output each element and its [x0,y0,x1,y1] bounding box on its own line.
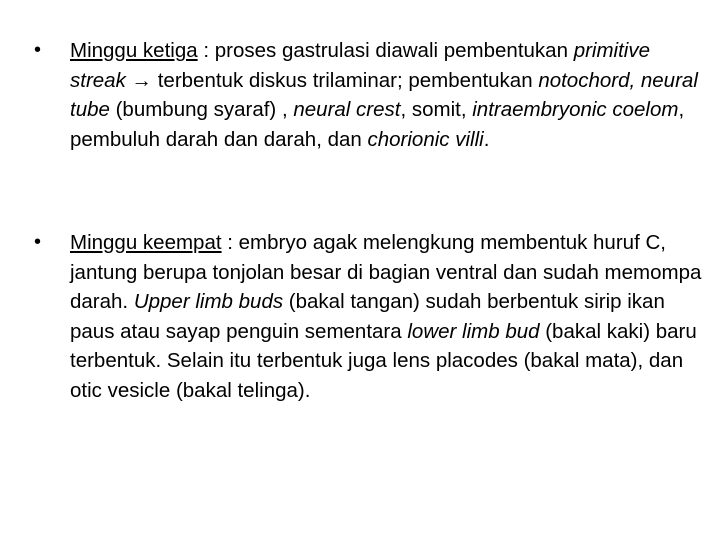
term-italic: lower limb bud [407,319,540,343]
term-italic: Upper limb buds [133,290,284,313]
bullet-item-minggu-keempat [34,228,710,405]
term-italic: primitive streak [70,39,651,92]
body-text: terbentuk diskus trilaminar; pembentukan [152,68,539,92]
body-text: , somit, [400,98,473,121]
body-text: : embryo agak melengkung membentuk huruf C, jantung berupa tonjolan besar di bagian ventral dan sudah memompa darah. [70,231,702,313]
term-italic: neural crest [293,98,401,121]
body-text: : proses gastrulasi diawali pembentukan [197,39,574,62]
bullet-heading: Minggu keempat [70,231,222,254]
body-text: (bakal kaki) baru terbentuk. Selain itu terbentuk juga lens placodes (bakal mata), dan otic vesicle (bakal telinga). [70,319,697,402]
body-text: (bakal tangan) sudah berbentuk sirip ikan paus atau sayap penguin sementara [70,290,665,343]
term-italic: notochord, neural tube [70,68,698,121]
bullet-item-minggu-ketiga [34,36,710,154]
term-italic: chorionic villi [367,127,484,151]
body-text: , pembuluh darah dan darah, dan [70,98,685,151]
body-text: . [483,127,490,151]
arrow-icon: → [131,68,153,92]
term-italic: intraembryonic coelom [472,98,679,121]
bullet-marker: • [34,39,42,61]
bullet-marker: • [34,231,42,253]
bullet-heading: Minggu ketiga [70,39,198,62]
body-text: (bumbung syaraf) , [109,98,294,121]
